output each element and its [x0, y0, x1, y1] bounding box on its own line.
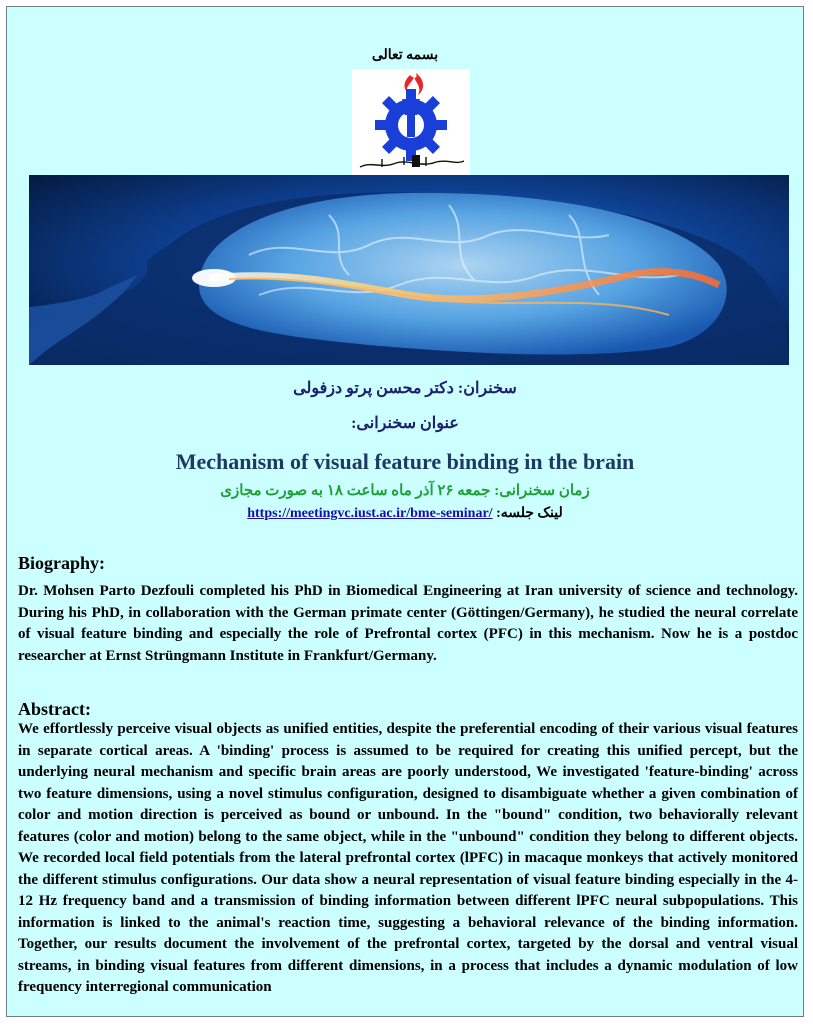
seminar-poster [6, 6, 804, 1017]
talk-time: زمان سخنرانی: جمعه ۲۶ آذر ماه ساعت ۱۸ به صورت مجازی [220, 483, 590, 499]
talk-title-label: عنوان سخنرانی: [351, 415, 459, 432]
brain-banner-image [29, 175, 789, 365]
iust-emblem-icon [352, 69, 470, 175]
talk-title: Mechanism of visual feature binding in the brain [175, 449, 635, 474]
biography-text: Dr. Mohsen Parto Dezfouli completed his PhD in Biomedical Engineering at Iran university of science and technology. During his PhD, in collaboration with the German primate center (Göttingen/Germany), he studied the neural correlate of visual feature binding and especially the role of Prefrontal cortex (PFC) in this mechanism. Now he is a postdoc researcher at Ernst Strüngmann Institute in Frankfurt/Germany. [18, 583, 798, 664]
abstract-text: We effortlessly perceive visual objects as unified entities, despite the preferential encoding of their various visual features in separate cortical areas. A 'binding' process is assumed to be required for creating this unified percept, but the underlying neural mechanism and specific brain areas are poorly understood, We investigated 'feature-binding' across two feature dimensions, using a novel stimulus configuration, designed to disambiguate whether a given combination of color and motion direction is perceived as bound or unbound. In the "bound" condition, two behaviorally relevant features (color and motion) belong to the same object, while in the "unbound" condition they belong to different objects. We recorded local field potentials from the lateral prefrontal cortex (lPFC) in macaque monkeys that actively monitored the different stimulus configurations. Our data show a neural representation of visual feature binding especially in the 4-12 Hz frequency band and a transmission of binding information between different lPFC neural subpopulations. This information is linked to the animal's reaction time, suggesting a behavioral relevance of the binding information. Together, our results document the involvement of the prefrontal cortex, targeted by the dorsal and ventral visual streams, in binding visual features from different dimensions, in a process that includes a dynamic modulation of low frequency interregional communication [18, 721, 798, 995]
university-logo [352, 69, 470, 175]
bismillah-heading: بسمه تعالی [371, 48, 439, 63]
abstract-heading: Abstract: [18, 699, 91, 719]
speaker-line: سخنران: دکتر محسن پرتو دزفولی [293, 380, 517, 397]
biography-heading: Biography: [18, 553, 106, 573]
session-link[interactable]: https://meetingvc.iust.ac.ir/bme-seminar/ [247, 506, 493, 521]
session-link-row [7, 505, 803, 522]
session-link-label: لینک جلسه: [496, 506, 563, 521]
